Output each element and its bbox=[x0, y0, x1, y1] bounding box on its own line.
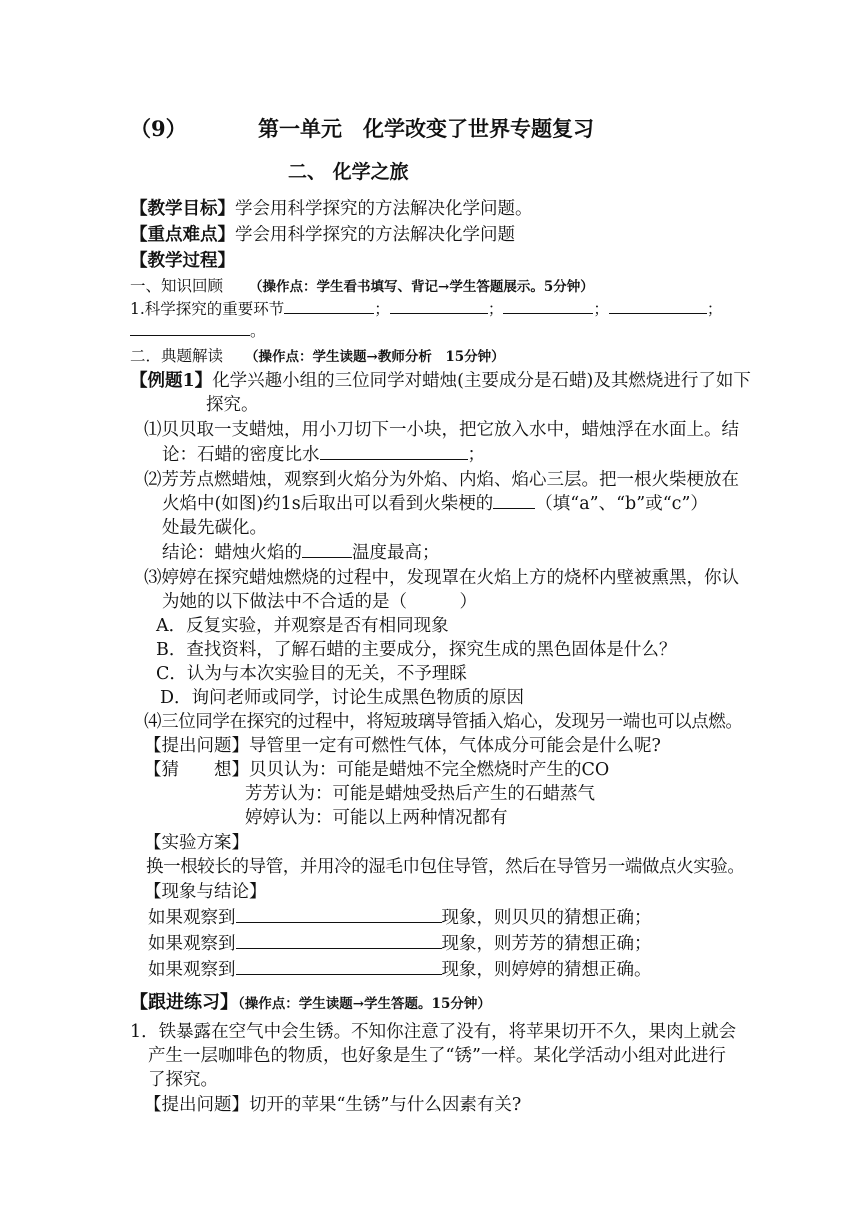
part-2-line-3: 处最先碳化。 bbox=[162, 518, 267, 538]
question-text: 导管里一定有可燃性气体，气体成分可能会是什么呢? bbox=[249, 736, 661, 756]
page-title: 第一单元 化学改变了世界专题复习 bbox=[258, 116, 594, 141]
part-2-line-1: ⑵芳芳点燃蜡烛，观察到火焰分为外焰、内焰、焰心三层。把一根火柴梗放在 bbox=[144, 470, 739, 490]
example-heading-line bbox=[130, 346, 505, 367]
plan-text: 换一根较长的导管，并用冷的湿毛巾包住导管，然后在导管另一端做点火实验。 bbox=[146, 857, 745, 877]
page-subtitle: 二、 化学之旅 bbox=[288, 161, 409, 183]
part-2-conclusion bbox=[162, 541, 440, 565]
option-a: A．反复实验，并观察是否有相同现象 bbox=[156, 616, 449, 636]
result-line-2 bbox=[148, 932, 652, 956]
example-intro-text: 化学兴趣小组的三位同学对蜡烛(主要成分是石蜡)及其燃烧进行了如下 bbox=[212, 371, 751, 391]
answer-blank[interactable] bbox=[236, 908, 442, 923]
part-1-line-2 bbox=[162, 443, 485, 467]
guess-label: 【猜 想】 bbox=[144, 760, 249, 780]
separator: ； bbox=[706, 300, 723, 318]
answer-blank[interactable] bbox=[236, 934, 442, 949]
part-4-line: ⑷三位同学在探究的过程中，将短玻璃导管插入焰心，发现另一端也可以点燃。 bbox=[144, 712, 743, 732]
part-3-line-1: ⑶婷婷在探究蜡烛燃烧的过程中，发现罩在火焰上方的烧杯内壁被熏黑，你认 bbox=[144, 568, 739, 588]
guess-text: 贝贝认为：可能是蜡烛不完全燃烧时产生的CO bbox=[249, 760, 610, 780]
part-2-line-2 bbox=[162, 492, 708, 516]
review-note: （操作点：学生看书填写、背记→学生答题展示。5分钟） bbox=[249, 279, 594, 295]
result-prefix: 如果观察到 bbox=[148, 960, 236, 980]
separator: ； bbox=[487, 300, 504, 318]
guess-line-2: 芳芳认为：可能是蜡烛受热后产生的石蜡蒸气 bbox=[245, 784, 595, 804]
question-line bbox=[144, 734, 661, 758]
plan-label: 【实验方案】 bbox=[144, 833, 249, 853]
result-prefix: 如果观察到 bbox=[148, 934, 236, 954]
review-question-1 bbox=[130, 299, 722, 319]
answer-blank[interactable] bbox=[302, 543, 352, 558]
answer-blank[interactable] bbox=[130, 321, 250, 336]
answer-blank[interactable] bbox=[236, 960, 442, 975]
difficulty-line bbox=[130, 223, 515, 247]
part-2-text-b: （填“a”、“b”或“c”） bbox=[535, 494, 708, 514]
separator: ； bbox=[374, 300, 390, 318]
review-q1-text: 1.科学探究的重要环节 bbox=[130, 300, 285, 318]
guess-line-3: 婷婷认为：可能以上两种情况都有 bbox=[245, 808, 508, 828]
question-label: 【提出问题】 bbox=[144, 736, 249, 756]
answer-blank[interactable] bbox=[609, 299, 707, 314]
result-text-1: 现象，则贝贝的猜想正确； bbox=[441, 908, 652, 928]
part-3-line-2: 为她的以下做法中不合适的是（ ） bbox=[162, 592, 477, 612]
result-label: 【现象与结论】 bbox=[144, 882, 267, 902]
chapter-number: （9） bbox=[130, 116, 187, 141]
part-1-line-1: ⑴贝贝取一支蜡烛，用小刀切下一小块，把它放入水中，蜡烛浮在水面上。结 bbox=[144, 420, 739, 440]
answer-blank[interactable] bbox=[320, 445, 468, 460]
review-heading-line bbox=[130, 276, 594, 297]
result-line-3 bbox=[148, 958, 652, 982]
example-heading: 二．典题解读 bbox=[130, 347, 224, 365]
part-2-conclusion-b: 温度最高； bbox=[352, 543, 440, 563]
practice-question-line bbox=[144, 1093, 521, 1117]
result-prefix: 如果观察到 bbox=[148, 908, 236, 928]
practice-question-label: 【提出问题】 bbox=[144, 1095, 249, 1115]
review-question-1-cont bbox=[130, 321, 266, 341]
part-2-text-a: 火焰中(如图)约1s后取出可以看到火柴梗的 bbox=[162, 494, 494, 514]
practice-note: （操作点：学生读题→学生答题。15分钟） bbox=[238, 996, 491, 1012]
practice-label: 【跟进练习】 bbox=[130, 992, 238, 1013]
process-label: 【教学过程】 bbox=[130, 251, 235, 271]
review-heading: 一、知识回顾 bbox=[130, 277, 224, 295]
objective-text: 学会用科学探究的方法解决化学问题。 bbox=[235, 199, 533, 219]
example-intro-cont: 探究。 bbox=[206, 395, 259, 415]
difficulty-label: 【重点难点】 bbox=[130, 225, 235, 245]
example-intro bbox=[130, 369, 751, 393]
option-c: C．认为与本次实验目的无关，不予理睬 bbox=[156, 664, 467, 684]
example-label: 【例题1】 bbox=[130, 371, 213, 391]
result-line-1 bbox=[148, 906, 652, 930]
example-note: （操作点：学生读题→教师分析 15分钟） bbox=[245, 349, 505, 365]
separator: ； bbox=[593, 300, 609, 318]
guess-line-1 bbox=[144, 758, 609, 782]
answer-blank[interactable] bbox=[284, 299, 374, 314]
difficulty-text: 学会用科学探究的方法解决化学问题 bbox=[235, 225, 515, 245]
practice-q1-line-2: 产生一层咖啡色的物质，也好象是生了“锈”一样。某化学活动小组对此进行 bbox=[148, 1046, 726, 1066]
practice-q1-line-3: 了探究。 bbox=[148, 1070, 218, 1090]
answer-blank[interactable] bbox=[503, 299, 593, 314]
part-2-conclusion-a: 结论：蜡烛火焰的 bbox=[162, 543, 302, 563]
end-mark: ； bbox=[467, 445, 485, 465]
result-text-3: 现象，则婷婷的猜想正确。 bbox=[441, 960, 652, 980]
answer-blank[interactable] bbox=[493, 494, 535, 509]
answer-blank[interactable] bbox=[390, 299, 488, 314]
objective-line bbox=[130, 197, 533, 221]
part-1-text: 论：石蜡的密度比水 bbox=[162, 445, 320, 465]
objective-label: 【教学目标】 bbox=[130, 199, 235, 219]
end-mark: 。 bbox=[250, 322, 266, 340]
option-d: D．询问老师或同学，讨论生成黑色物质的原因 bbox=[160, 688, 525, 708]
result-text-2: 现象，则芳芳的猜想正确； bbox=[441, 934, 652, 954]
option-b: B．查找资料，了解石蜡的主要成分，探究生成的黑色固体是什么？ bbox=[156, 640, 677, 660]
practice-heading-line bbox=[130, 990, 491, 1017]
practice-q1-line-1: 1．铁暴露在空气中会生锈。不知你注意了没有，将苹果切开不久，果肉上就会 bbox=[130, 1022, 737, 1042]
practice-question-text: 切开的苹果“生锈”与什么因素有关? bbox=[249, 1095, 522, 1115]
